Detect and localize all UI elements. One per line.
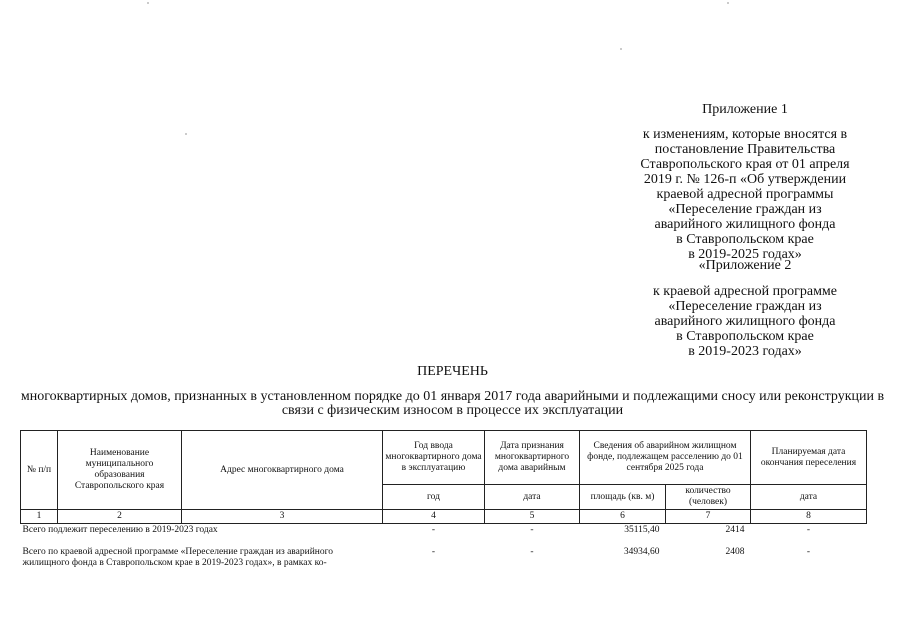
appendix1-heading: Приложение 1 [702,102,788,117]
col-number: 8 [751,510,867,524]
appendix1-block [629,102,861,262]
appendix2-line: аварийного жилищного фонда [654,314,836,329]
appendix1-line: краевой адресной программы [656,187,834,202]
appendix1-line: Ставропольского края от 01 апреля [640,157,850,172]
row-date: - [530,525,534,535]
row-label: Всего по краевой адресной программе «Переселение граждан из аварийного жилищного фонда в Ставропольском крае в 2019-2023 годах», в рамках ко- [22,546,334,568]
appendix2-line: в Ставропольском крае [676,329,814,344]
appendix1-line: в 2019-2025 годах» [688,247,802,262]
row-planned: - [806,525,811,535]
row-planned: - [806,546,811,557]
col-number: 2 [58,510,182,524]
appendix1-line: в Ставропольском крае [676,232,814,247]
subheader-count: количество (человек) [666,485,751,510]
scan-speck [185,133,187,135]
appendix1-line: «Переселение граждан из [668,202,822,217]
col-number: 1 [21,510,58,524]
row-count: 2408 [725,546,745,557]
row-area: 34934,60 [623,546,660,557]
header-year: Год ввода многоквартирного дома в эксплуатацию [383,431,485,485]
header-address: Адрес многоквартирного дома [182,431,383,510]
appendix2-line: «Переселение граждан из [668,299,822,314]
subheader-year: год [383,485,485,510]
subheader-planned: дата [751,485,867,510]
row-year: - [431,525,436,535]
appendix2-heading: «Приложение 2 [698,258,792,273]
appendix2-line: к краевой адресной программе [652,284,838,299]
appendix2-line: в 2019-2023 годах» [688,344,802,359]
col-number: 5 [485,510,580,524]
row-date: - [530,546,534,557]
row-year: - [431,546,436,557]
col-number: 4 [383,510,485,524]
col-number: 6 [580,510,666,524]
scan-speck [727,2,729,4]
header-planned: Планируемая дата окончания переселения [751,431,867,485]
document-title: ПЕРЕЧЕНЬ [417,364,488,379]
row-area: 35115,40 [624,525,660,535]
appendix1-line: 2019 г. № 126-п «Об утверждении [643,172,847,187]
table-row [21,546,867,574]
header-date-recognized: Дата признания многоквартирного дома аварийным [485,431,580,485]
appendix1-line: аварийного жилищного фонда [654,217,836,232]
scan-speck [620,48,622,50]
col-number: 7 [666,510,751,524]
header-num: № п/п [21,431,58,510]
header-info: Сведения об аварийном жилищном фонде, подлежащем расселению до 01 сентября 2025 года [580,431,751,485]
document-subtitle: многоквартирных домов, признанных в установленном порядке до 01 января 2017 года аварийными и подлежащими сносу или реконструкции в связи с физическим износом в процессе их эксплуатации [20,389,885,418]
appendix2-block [629,258,861,359]
scan-speck [147,2,149,4]
appendix1-line: к изменениям, которые вносятся в [642,127,848,142]
row-label: Всего подлежит переселению в 2019-2023 годах [22,525,218,535]
subheader-date: дата [485,485,580,510]
table-row [21,524,867,546]
col-number: 3 [182,510,383,524]
row-count: 2414 [725,525,745,535]
header-municipality: Наименование муниципального образования Ставропольского края [58,431,182,510]
housing-table [20,430,867,574]
appendix1-line: постановление Правительства [654,142,836,157]
subheader-area: площадь (кв. м) [580,485,666,510]
